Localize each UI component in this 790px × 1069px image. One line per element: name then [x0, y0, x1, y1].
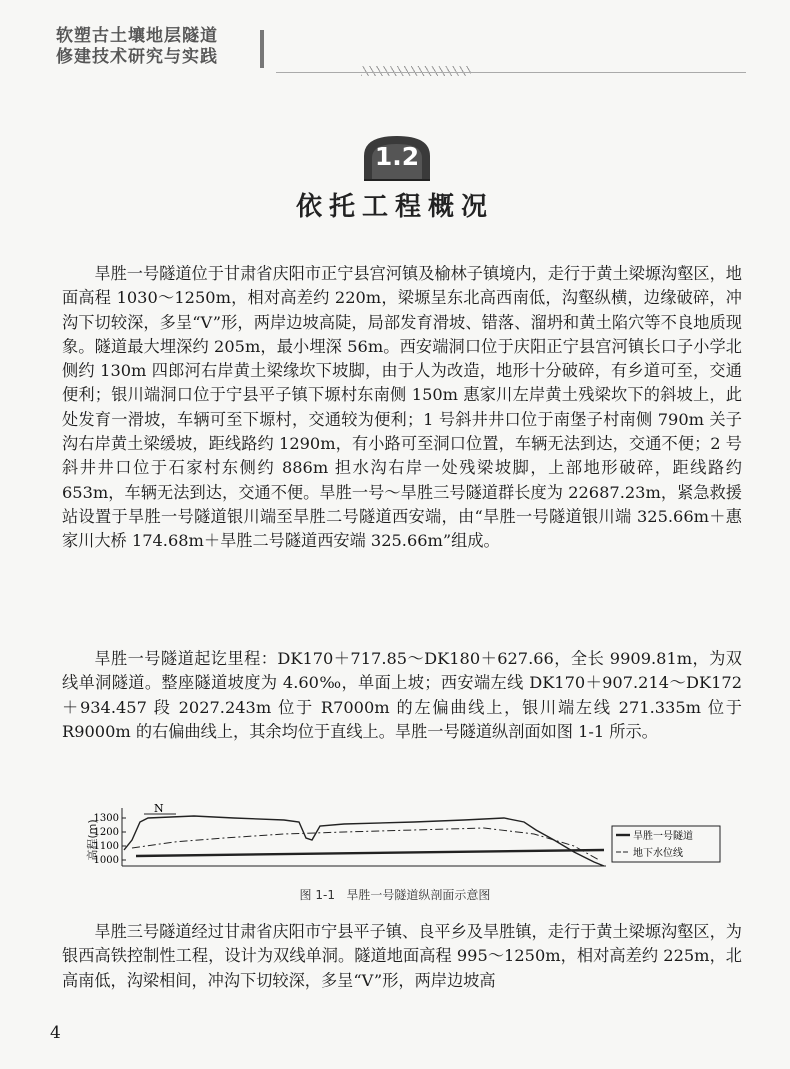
y-axis-label: 高程(m): [86, 819, 99, 861]
figure-caption-number: 图 1-1: [299, 888, 335, 902]
paragraph-1: 旱胜一号隧道位于甘肃省庆阳市正宁县宫河镇及榆林子镇境内，走行于黄土梁塬沟壑区，地面高程 1030～1250m，相对高差约 220m，梁塬呈东北高西南低，沟壑纵横，边缘破碎，冲沟下切较深，多呈“V”形，两岸边坡高陡，局部发育滑坡、错落、溜坍和黄土陷穴等不良地质现象。隧道最大埋深约 205m，最小埋深 56m。西安端洞口位于庆阳正宁县宫河镇长口子小学北侧约 130m 四郎河右岸黄土梁缘坎下坡脚，由于人为改造，地形十分破碎，有乡道可至，交通便利；银川端洞口位于宁县平子镇下塬村东南侧 150m 惠家川左岸黄土残梁坎下的斜坡上，此处发育一滑坡，车辆可至下塬村，交通较为便利；1 号斜井井口位于南堡子村南侧 790m 关子沟右岸黄土梁缓坡，距线路约 1290m，有小路可至洞口位置，车辆无法到达，交通不便；2 号斜井井口位于石家村东侧约 886m 担水沟右岸一处残梁坡脚，上部地形破碎，距线路约 653m，车辆无法到达，交通不便。旱胜一号～旱胜三号隧道群长度为 22687.23m，紧急救援站设置于旱胜一号隧道银川端至旱胜二号隧道西安端，由“旱胜一号隧道银川端 325.66m＋惠家川大桥 174.68m＋旱胜二号隧道西安端 325.66m”组成。: [62, 264, 742, 551]
profile-figure: [84, 800, 724, 872]
y-tick-1200: 1200: [93, 827, 119, 838]
book-title-line1: 软塑古土壤地层隧道: [56, 26, 218, 46]
book-title-line2: 修建技术研究与实践: [56, 47, 218, 67]
y-tick-1000: 1000: [93, 855, 119, 866]
north-label: N: [154, 802, 164, 815]
figure-caption: [0, 886, 790, 903]
book-title: [56, 26, 218, 68]
figure-caption-text: 旱胜一号隧道纵剖面示意图: [346, 888, 491, 902]
page-number: 4: [50, 1023, 61, 1043]
y-tick-1100: 1100: [93, 841, 119, 852]
paragraph-3: 旱胜三号隧道经过甘肃省庆阳市宁县平子镇、良平乡及旱胜镇，走行于黄土梁塬沟壑区，为银西高铁控制性工程，设计为双线单洞。隧道地面高程 995～1250m，相对高差约 225m，北高南低，沟梁相间，冲沟下切较深，多呈“V”形，两岸边坡高: [62, 922, 742, 990]
ground-surface-line: [124, 816, 604, 866]
tunnel-line: [136, 850, 604, 856]
running-header: [56, 26, 746, 78]
section-badge: [362, 134, 432, 182]
legend-tunnel: 旱胜一号隧道: [633, 831, 693, 842]
paragraph-2: 旱胜一号隧道起讫里程：DK170＋717.85～DK180＋627.66，全长 9909.81m，为双线单洞隧道。整座隧道坡度为 4.60‰，单面上坡；西安端左线 DK170＋907.214～DK172＋934.457 段 2027.243m 位于 R7000m 的左偏曲线上，银川端左线 271.335m 位于 R9000m 的右偏曲线上，其余均位于直线上。旱胜一号隧道纵剖面如图 1-1 所示。: [62, 649, 742, 741]
legend-groundwater: 地下水位线: [633, 848, 683, 859]
header-divider: [260, 30, 264, 68]
section-title: 依托工程概况: [295, 192, 494, 222]
section-number: 1.2: [374, 142, 420, 171]
tunnel-profile-diagram: [84, 800, 724, 872]
header-hatch-decoration: [361, 66, 471, 76]
y-tick-1300: 1300: [93, 813, 119, 824]
header-rule: [276, 72, 746, 73]
